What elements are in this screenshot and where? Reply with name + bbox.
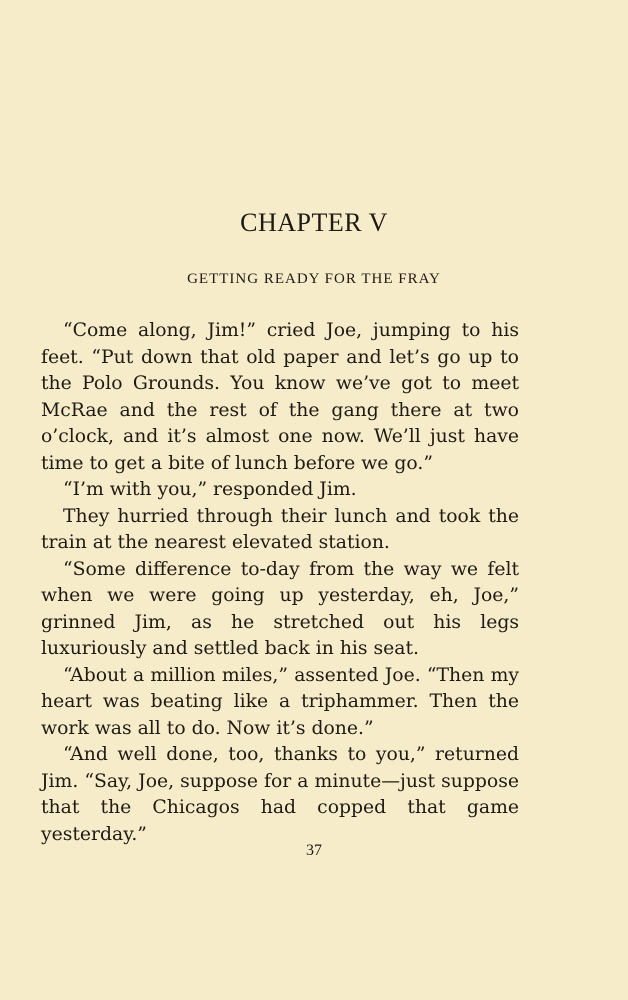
paragraph: “I’m with you,” responded Jim. xyxy=(63,479,357,500)
page-number: 37 xyxy=(306,842,322,859)
chapter-title: CHAPTER V xyxy=(240,208,388,237)
chapter-subtitle: GETTING READY FOR THE FRAY xyxy=(187,271,441,287)
chapter-body xyxy=(41,318,519,848)
paragraph: “Some difference to-day from the way we felt when we were going up yesterday, eh, Joe,” grinned Jim, as he stretched out his legs luxuriously and settled back in his seat. xyxy=(41,558,519,659)
paragraph: “Come along, Jim!” cried Joe, jumping to his feet. “Put down that old paper and let’s go up to the Polo Grounds. You know we’ve got to meet McRae and the rest of the gang there at two o’clock, and it’s almost one now. We’ll just have time to get a bite of lunch before we go.” xyxy=(41,320,519,474)
paragraph: “About a million miles,” assented Joe. “Then my heart was beating like a triphammer. Then the work was all to do. Now it’s done.” xyxy=(41,664,519,739)
paragraph: “And well done, too, thanks to you,” returned Jim. “Say, Joe, suppose for a minute—just suppose that the Chicagos had copped that game yesterday.” xyxy=(41,744,519,845)
paragraph: They hurried through their lunch and took the train at the nearest elevated station. xyxy=(41,505,519,553)
